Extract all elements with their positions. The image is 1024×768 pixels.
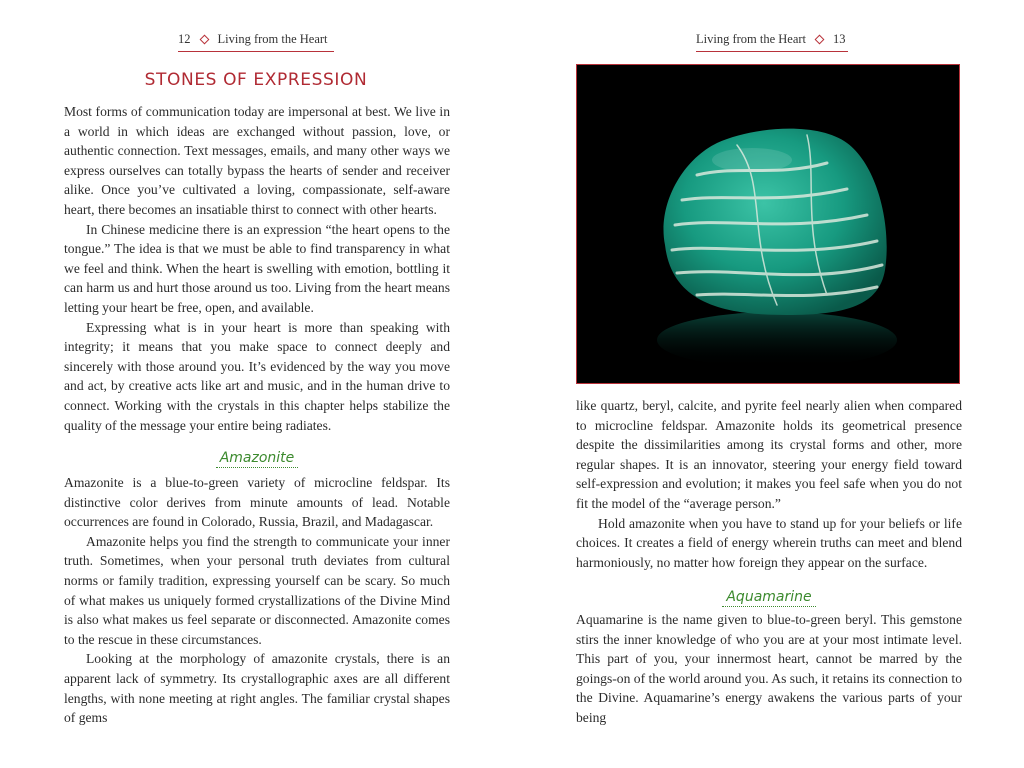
- amazonite-paragraph: Amazonite is a blue-to-green variety of microcline feldspar. Its distinctive color derives from minute amounts of lead. Notable occurrences are found in Colorado, Russia, Brazil, and Madagascar.: [64, 475, 450, 530]
- diamond-icon: [199, 34, 209, 44]
- right-page: [512, 0, 1024, 768]
- amazonite-paragraph: Amazonite helps you find the strength to communicate your inner truth. Sometimes, when your personal truth deviates from cultural norms or family tradition, expressing yourself can be scary. So much of what makes us uniquely formed crystallizations of the Divine Mind is also what makes us feel separate or disconnected. Amazonite comes to the rescue in these circumstances.: [64, 533, 450, 647]
- continued-paragraph: Hold amazonite when you have to stand up for your beliefs or life choices. It creates a field of energy wherein truths can meet and blend harmoniously, no matter how foreign they appear on the surface.: [576, 515, 962, 570]
- amazonite-paragraph: Looking at the morphology of amazonite crystals, there is an apparent lack of symmetry. Its crystallographic axes are all different lengths, with none meeting at right angles. The familiar crystal shapes of gems: [64, 651, 450, 726]
- amazonite-text: [64, 473, 450, 728]
- page-number-right: 13: [833, 31, 846, 46]
- intro-paragraph: In Chinese medicine there is an expression “the heart opens to the tongue.” The idea is that we must be able to find transparency in what we feel and think. When the heart is swelling with emotion, bottling it can harm us and hurt those around us too. Living from the heart means letting your heart be free, open, and available.: [64, 221, 450, 315]
- continued-text: [576, 396, 962, 572]
- page-number-left: 12: [178, 31, 191, 46]
- intro-paragraph: Most forms of communication today are impersonal at best. We live in a world in which ideas are exchanged without passion, love, or authentic connection. Text messages, emails, and many other ways we express ourselves can totally bypass the hearts of sender and receiver alike. Once you’ve cultivated a loving, compassionate, self-aware heart, there becomes an insatiable thirst to connect with other hearts.: [64, 104, 450, 217]
- running-head-title-left: Living from the Heart: [217, 31, 328, 46]
- amazonite-heading: [64, 450, 450, 468]
- aquamarine-heading: [576, 589, 962, 607]
- amazonite-stone-icon: [577, 65, 959, 383]
- section-title: STONES OF EXPRESSION: [144, 70, 368, 90]
- aquamarine-heading-text: Aquamarine: [722, 589, 815, 607]
- continued-paragraph: like quartz, beryl, calcite, and pyrite feel nearly alien when compared to microcline feldspar. Amazonite holds its geometrical presence despite the dissimilarities among its crystal forms and other, more regular shapes. It is an innovator, steering your energy field toward self-expression and evolution; it makes you feel safe when you do not fit the model of the “average person.”: [576, 398, 962, 511]
- running-head-left: [178, 30, 334, 52]
- diamond-icon: [815, 34, 825, 44]
- intro-paragraph: Expressing what is in your heart is more than speaking with integrity; it means that you make space to connect deeply and sincerely with those around you. It’s evidenced by the way you move and act, by creative acts like art and music, and in the human drive to connect. Working with the crystals in this chapter helps stabilize the quality of the message your entire being radiates.: [64, 319, 450, 433]
- intro-text: [64, 102, 450, 435]
- amazonite-heading-text: Amazonite: [216, 450, 299, 468]
- running-head-right: [696, 30, 848, 52]
- aquamarine-text: [576, 610, 962, 728]
- running-head-title-right: Living from the Heart: [696, 31, 807, 46]
- aquamarine-paragraph: Aquamarine is the name given to blue-to-green beryl. This gemstone stirs the inner knowledge of who you are at your most intimate level. This part of you, your innermost heart, cannot be marred by the goings-on of the world around you. As such, it retains its connection to the Divine. Aquamarine’s energy awakens the various parts of your being: [576, 612, 962, 725]
- amazonite-photo: [576, 64, 960, 384]
